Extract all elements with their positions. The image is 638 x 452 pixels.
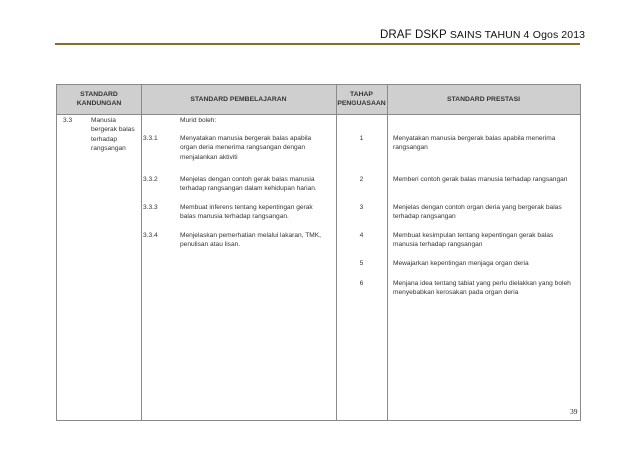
sk-code: 3.3 — [63, 117, 73, 124]
prestasi-line: menyebabkan kerosakan pada organ deria — [393, 289, 519, 297]
curriculum-table — [56, 84, 581, 421]
sp-item — [180, 134, 336, 162]
sp-item-line: balas manusia terhadap rangsangan. — [180, 213, 289, 221]
sk-text — [91, 116, 139, 154]
prestasi-descriptor — [393, 279, 578, 298]
prestasi-line: Memberi contoh gerak balas manusia terhadap rangsangan — [393, 176, 568, 183]
sk-text-line: bergerak balas — [91, 126, 135, 134]
column-divider — [141, 85, 142, 420]
tahap-level: 3 — [359, 204, 364, 211]
prestasi-line: rangsangan — [393, 144, 428, 152]
prestasi-line: Menjelas dengan contoh organ deria yang bergerak balas — [393, 204, 562, 211]
sp-item — [180, 203, 336, 222]
sp-item-line: menjalankan aktiviti — [180, 153, 238, 161]
tahap-level: 1 — [359, 135, 364, 142]
page-number: 39 — [570, 407, 578, 416]
header-tahap-line2: PENGUASAAN — [337, 100, 386, 107]
sp-item-line: Membuat inferens tentang kepentingan gerak — [180, 204, 313, 211]
header-title-sub: SAINS TAHUN 4 — [449, 29, 530, 41]
sp-intro: Murid boleh: — [180, 117, 217, 124]
prestasi-descriptor — [393, 203, 578, 222]
sk-text-line: terhadap — [91, 135, 118, 143]
sp-item-line: Menyatakan manusia bergerak balas apabila — [180, 135, 312, 142]
header-rule — [55, 43, 580, 45]
header-kandungan-line2: KANDUNGAN — [76, 100, 122, 107]
sp-item — [180, 175, 336, 194]
sp-item — [180, 231, 336, 250]
prestasi-descriptor — [393, 259, 578, 268]
tahap-level: 4 — [359, 232, 364, 239]
header-title-main: DRAF DSKP — [380, 29, 447, 41]
sp-item-line: penulisan atau lisan. — [180, 241, 241, 249]
sk-text-line: rangsangan — [91, 145, 126, 153]
tahap-level: 6 — [359, 280, 364, 287]
prestasi-line: manusia terhadap rangsangan — [393, 241, 483, 249]
sp-code: 3.3.2 — [143, 176, 158, 183]
prestasi-descriptor — [393, 175, 578, 184]
header-date: Ogos 2013 — [532, 29, 586, 41]
sp-code: 3.3.1 — [143, 135, 158, 142]
sp-item-line: Menjelaskan pemerhatian melalui lakaran, TMK, — [180, 232, 321, 239]
header-standard-pembelajaran: STANDARD PEMBELAJARAN — [190, 96, 287, 103]
sk-text-line: Manusia — [91, 117, 116, 124]
header-kandungan-line1: STANDARD — [80, 91, 118, 98]
tahap-level: 2 — [359, 176, 364, 183]
sp-code: 3.3.3 — [143, 204, 158, 211]
sp-code: 3.3.4 — [143, 232, 158, 239]
column-divider — [387, 85, 388, 420]
sp-item-line: organ deria menerima rangsangan dengan — [180, 144, 306, 152]
prestasi-line: Menjana idea tentang tabiat yang perlu dielakkan yang boleh — [393, 280, 571, 287]
prestasi-line: Membuat kesimpulan tentang kepentingan gerak balas — [393, 232, 554, 239]
header-standard-prestasi: STANDARD PRESTASI — [446, 96, 520, 103]
prestasi-line: terhadap rangsangan — [393, 213, 456, 221]
prestasi-descriptor — [393, 134, 578, 153]
header-tahap-line1: TAHAP — [350, 91, 373, 98]
prestasi-descriptor — [393, 231, 578, 250]
sp-item-line: Menjelas dengan contoh gerak balas manusia — [180, 176, 315, 183]
prestasi-line: Menyatakan manusia bergerak balas apabila menerima — [393, 135, 556, 142]
header-standard-kandungan — [57, 90, 141, 108]
table-header-row — [57, 85, 580, 115]
sp-item-line: terhadap rangsangan dalam kehidupan harian. — [180, 185, 317, 193]
prestasi-line: Mewajarkan kepentingan menjaga organ deria — [393, 260, 529, 267]
tahap-level: 5 — [359, 260, 364, 267]
header-tahap-penguasaan — [336, 90, 387, 108]
running-header — [380, 29, 585, 41]
